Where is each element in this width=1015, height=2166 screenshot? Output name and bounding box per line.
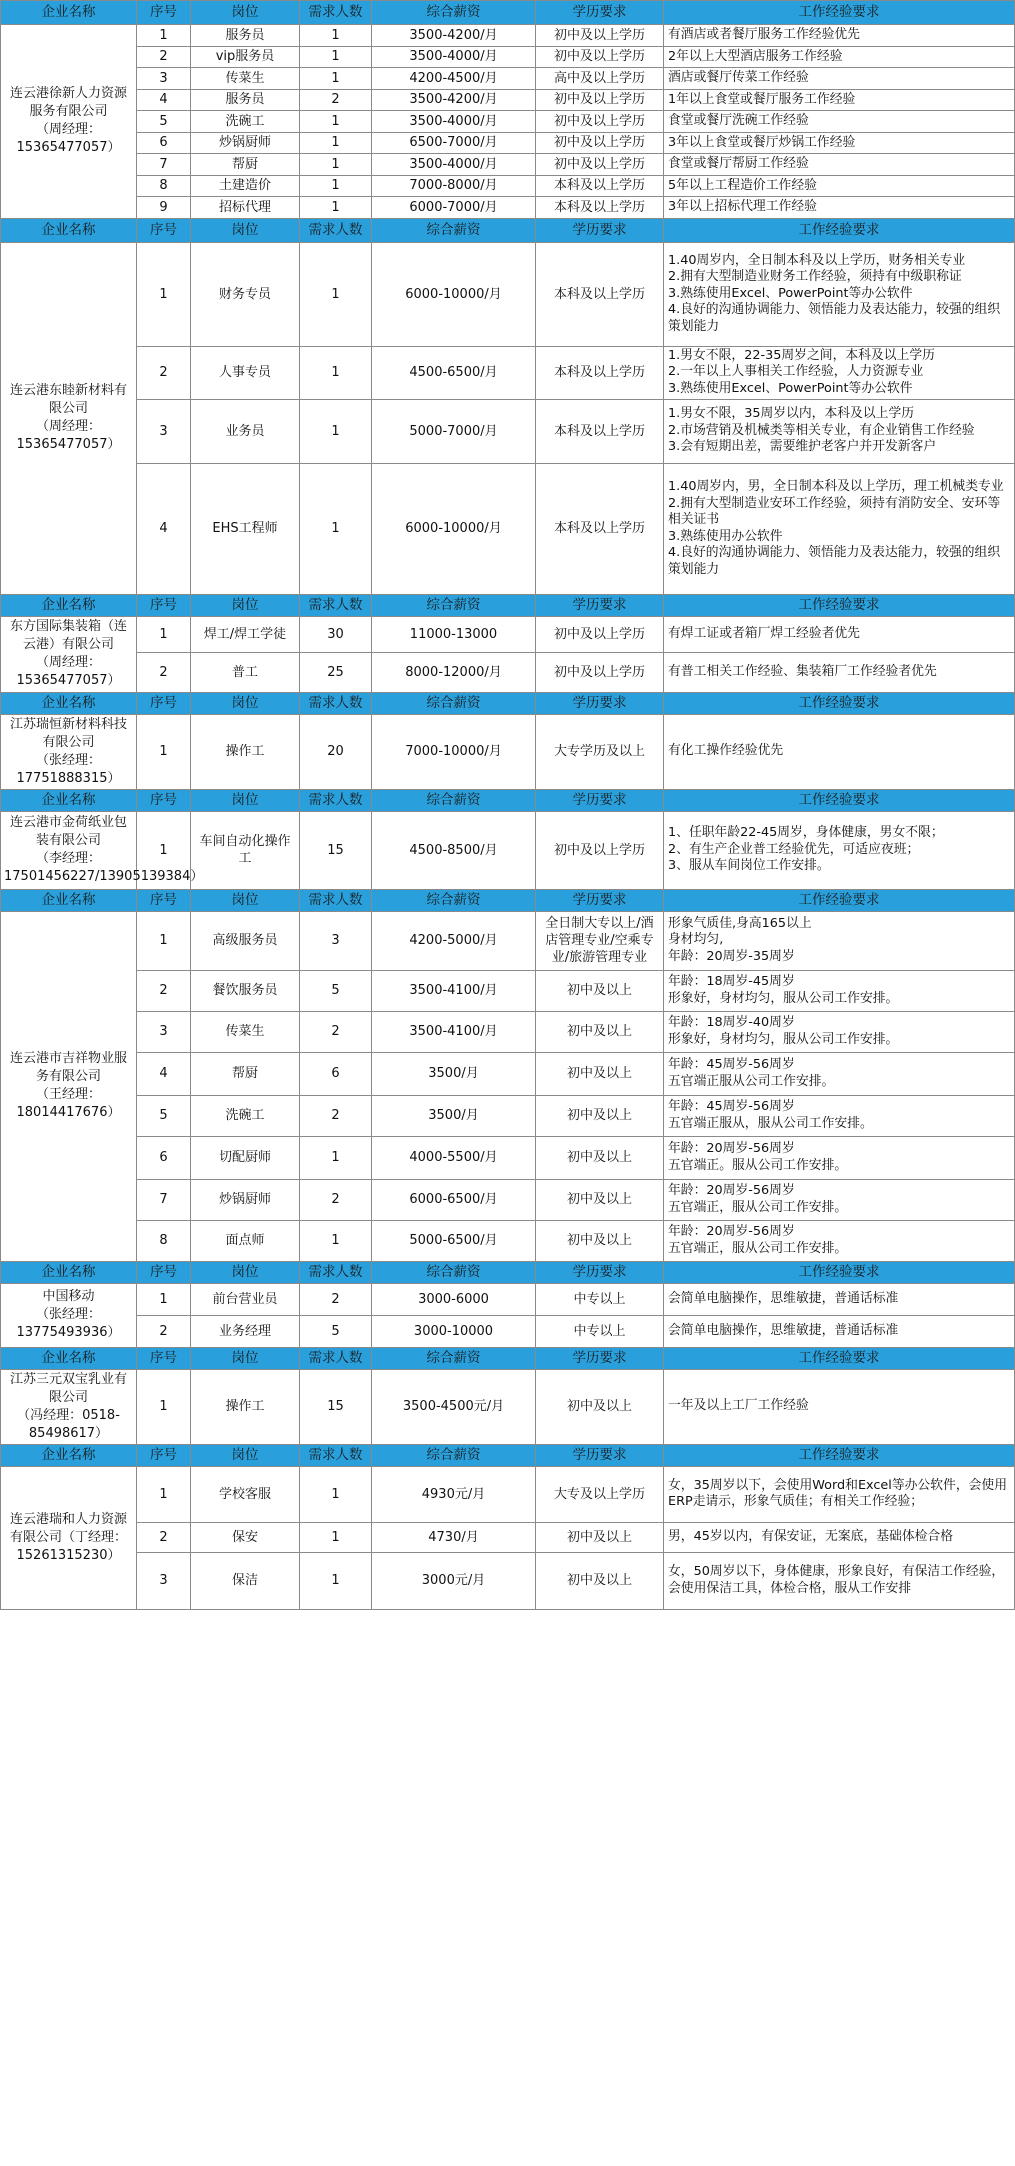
job-no: 2: [137, 970, 191, 1011]
job-experience: 5年以上工程造价工作经验: [664, 175, 1015, 197]
job-count: 15: [300, 1369, 372, 1444]
header-salary: 综合薪资: [372, 1444, 536, 1466]
job-salary: 4200-4500/月: [372, 68, 536, 90]
job-count: 5: [300, 1315, 372, 1347]
job-salary: 6000-7000/月: [372, 197, 536, 219]
header-exp: 工作经验要求: [664, 692, 1015, 714]
job-count: 1: [300, 1220, 372, 1261]
header-company: 企业名称: [1, 1, 137, 25]
header-row: [1, 1444, 1015, 1466]
job-no: 7: [137, 154, 191, 176]
job-row: [1, 1283, 1015, 1315]
job-no: 6: [137, 1136, 191, 1179]
job-no: 3: [137, 1552, 191, 1609]
header-row: [1, 789, 1015, 811]
job-count: 5: [300, 970, 372, 1011]
company-name: 中国移动 （张经理：13775493936）: [1, 1283, 137, 1347]
header-row: [1, 594, 1015, 616]
header-edu: 学历要求: [536, 1444, 664, 1466]
job-education: 初中及以上学历: [536, 46, 664, 68]
job-salary: 3500-4000/月: [372, 46, 536, 68]
job-post: 餐饮服务员: [191, 970, 300, 1011]
job-experience: 酒店或餐厅传菜工作经验: [664, 68, 1015, 90]
job-no: 1: [137, 1369, 191, 1444]
job-education: 高中及以上学历: [536, 68, 664, 90]
header-no: 序号: [137, 218, 191, 242]
job-post: vip服务员: [191, 46, 300, 68]
job-post: EHS工程师: [191, 463, 300, 594]
job-no: 7: [137, 1179, 191, 1220]
job-row: [1, 970, 1015, 1011]
job-post: 帮厨: [191, 154, 300, 176]
company-name: 东方国际集装箱（连云港）有限公司 （周经理：15365477057）: [1, 616, 137, 692]
job-no: 3: [137, 68, 191, 90]
job-salary: 6000-6500/月: [372, 1179, 536, 1220]
job-post: 炒锅厨师: [191, 1179, 300, 1220]
job-post: 传菜生: [191, 1011, 300, 1052]
job-no: 1: [137, 616, 191, 652]
job-salary: 3500-4000/月: [372, 111, 536, 133]
job-count: 1: [300, 399, 372, 463]
job-no: 4: [137, 89, 191, 111]
job-count: 3: [300, 911, 372, 970]
company-name: 连云港东睦新材料有限公司 （周经理：15365477057）: [1, 242, 137, 594]
job-education: 初中及以上: [536, 1136, 664, 1179]
job-salary: 4200-5000/月: [372, 911, 536, 970]
job-count: 1: [300, 1522, 372, 1552]
job-education: 本科及以上学历: [536, 463, 664, 594]
header-count: 需求人数: [300, 789, 372, 811]
job-experience: 有化工操作经验优先: [664, 714, 1015, 789]
job-row: [1, 1220, 1015, 1261]
company-name: 连云港瑞和人力资源有限公司（丁经理：15261315230）: [1, 1466, 137, 1609]
header-post: 岗位: [191, 1444, 300, 1466]
job-experience: 3年以上招标代理工作经验: [664, 197, 1015, 219]
job-post: 高级服务员: [191, 911, 300, 970]
job-row: [1, 1136, 1015, 1179]
job-education: 本科及以上学历: [536, 242, 664, 346]
job-post: 切配厨师: [191, 1136, 300, 1179]
job-post: 传菜生: [191, 68, 300, 90]
header-edu: 学历要求: [536, 889, 664, 911]
job-count: 2: [300, 1011, 372, 1052]
job-no: 2: [137, 652, 191, 692]
job-experience: 会简单电脑操作，思维敏捷，普通话标准: [664, 1315, 1015, 1347]
job-count: 2: [300, 1283, 372, 1315]
job-experience: 年龄：45周岁-56周岁 五官端正服从公司工作安排。: [664, 1052, 1015, 1095]
header-company: 企业名称: [1, 789, 137, 811]
job-post: 服务员: [191, 25, 300, 47]
header-count: 需求人数: [300, 1444, 372, 1466]
header-row: [1, 218, 1015, 242]
header-post: 岗位: [191, 789, 300, 811]
job-experience: 有普工相关工作经验、集装箱厂工作经验者优先: [664, 652, 1015, 692]
job-row: [1, 463, 1015, 594]
job-count: 1: [300, 197, 372, 219]
job-salary: 4000-5500/月: [372, 1136, 536, 1179]
header-exp: 工作经验要求: [664, 1, 1015, 25]
header-exp: 工作经验要求: [664, 594, 1015, 616]
job-experience: 年龄：45周岁-56周岁 五官端正服从，服从公司工作安排。: [664, 1095, 1015, 1136]
header-count: 需求人数: [300, 889, 372, 911]
job-salary: 3500-4200/月: [372, 89, 536, 111]
job-education: 大专学历及以上: [536, 714, 664, 789]
job-row: [1, 89, 1015, 111]
job-post: 洗碗工: [191, 111, 300, 133]
job-count: 1: [300, 46, 372, 68]
header-company: 企业名称: [1, 1261, 137, 1283]
header-company: 企业名称: [1, 1347, 137, 1369]
header-no: 序号: [137, 889, 191, 911]
header-post: 岗位: [191, 594, 300, 616]
job-count: 20: [300, 714, 372, 789]
job-post: 学校客服: [191, 1466, 300, 1522]
job-education: 初中及以上学历: [536, 652, 664, 692]
job-education: 中专以上: [536, 1283, 664, 1315]
job-count: 1: [300, 1466, 372, 1522]
job-row: [1, 111, 1015, 133]
job-count: 15: [300, 811, 372, 889]
job-salary: 4930元/月: [372, 1466, 536, 1522]
header-company: 企业名称: [1, 218, 137, 242]
job-row: [1, 25, 1015, 47]
company-name: 连云港徐新人力资源服务有限公司 （周经理：15365477057）: [1, 25, 137, 219]
job-salary: 4500-6500/月: [372, 346, 536, 399]
header-exp: 工作经验要求: [664, 1261, 1015, 1283]
job-count: 1: [300, 242, 372, 346]
job-experience: 1.男女不限，22-35周岁之间，本科及以上学历 2.一年以上人事相关工作经验，人力资源专业 3.熟练使用Excel、PowerPoint等办公软件: [664, 346, 1015, 399]
job-count: 2: [300, 1179, 372, 1220]
job-education: 初中及以上: [536, 1552, 664, 1609]
job-experience: 有酒店或者餐厅服务工作经验优先: [664, 25, 1015, 47]
job-no: 5: [137, 1095, 191, 1136]
job-experience: 1.40周岁内，男，全日制本科及以上学历，理工机械类专业 2.拥有大型制造业安环工作经验，须持有消防安全、安环等相关证书 3.熟练使用办公软件 4.良好的沟通协调能力、领悟能力及表达能力，较强的组织策划能力: [664, 463, 1015, 594]
job-education: 中专以上: [536, 1315, 664, 1347]
job-education: 本科及以上学历: [536, 399, 664, 463]
job-experience: 1.40周岁内，全日制本科及以上学历，财务相关专业 2.拥有大型制造业财务工作经验，须持有中级职称证 3.熟练使用Excel、PowerPoint等办公软件 4.良好的沟通协调能力、领悟能力及表达能力，较强的组织策划能力: [664, 242, 1015, 346]
job-no: 3: [137, 1011, 191, 1052]
job-no: 1: [137, 911, 191, 970]
job-no: 1: [137, 811, 191, 889]
job-no: 1: [137, 1283, 191, 1315]
job-row: [1, 1179, 1015, 1220]
header-no: 序号: [137, 1261, 191, 1283]
header-count: 需求人数: [300, 218, 372, 242]
job-education: 初中及以上学历: [536, 811, 664, 889]
job-post: 普工: [191, 652, 300, 692]
header-row: [1, 692, 1015, 714]
job-salary: 3500-4500元/月: [372, 1369, 536, 1444]
job-experience: 2年以上大型酒店服务工作经验: [664, 46, 1015, 68]
job-education: 初中及以上: [536, 1095, 664, 1136]
job-education: 初中及以上: [536, 1522, 664, 1552]
header-edu: 学历要求: [536, 1261, 664, 1283]
job-row: [1, 197, 1015, 219]
job-salary: 8000-12000/月: [372, 652, 536, 692]
job-no: 9: [137, 197, 191, 219]
job-salary: 3500-4100/月: [372, 970, 536, 1011]
job-no: 4: [137, 463, 191, 594]
job-experience: 会简单电脑操作，思维敏捷，普通话标准: [664, 1283, 1015, 1315]
job-row: [1, 399, 1015, 463]
job-experience: 1、任职年龄22-45周岁，身体健康，男女不限； 2、有生产企业普工经验优先，可适应夜班； 3、服从车间岗位工作安排。: [664, 811, 1015, 889]
job-education: 初中及以上: [536, 1179, 664, 1220]
header-edu: 学历要求: [536, 1347, 664, 1369]
job-count: 1: [300, 346, 372, 399]
header-edu: 学历要求: [536, 218, 664, 242]
header-no: 序号: [137, 1, 191, 25]
job-row: [1, 1522, 1015, 1552]
header-row: [1, 1347, 1015, 1369]
header-post: 岗位: [191, 1347, 300, 1369]
job-post: 焊工/焊工学徒: [191, 616, 300, 652]
job-education: 初中及以上: [536, 1011, 664, 1052]
job-salary: 7000-8000/月: [372, 175, 536, 197]
job-salary: 3000-6000: [372, 1283, 536, 1315]
header-salary: 综合薪资: [372, 218, 536, 242]
job-no: 8: [137, 1220, 191, 1261]
job-post: 招标代理: [191, 197, 300, 219]
job-count: 6: [300, 1052, 372, 1095]
header-salary: 综合薪资: [372, 789, 536, 811]
header-post: 岗位: [191, 1261, 300, 1283]
job-post: 前台营业员: [191, 1283, 300, 1315]
job-salary: 6000-10000/月: [372, 242, 536, 346]
job-count: 1: [300, 175, 372, 197]
job-no: 1: [137, 242, 191, 346]
header-no: 序号: [137, 789, 191, 811]
job-salary: 11000-13000: [372, 616, 536, 652]
header-row: [1, 1261, 1015, 1283]
job-post: 车间自动化操作工: [191, 811, 300, 889]
job-salary: 3500/月: [372, 1052, 536, 1095]
job-post: 炒锅厨师: [191, 132, 300, 154]
job-education: 初中及以上学历: [536, 89, 664, 111]
job-experience: 形象气质佳,身高165以上 身材均匀, 年龄：20周岁-35周岁: [664, 911, 1015, 970]
header-post: 岗位: [191, 692, 300, 714]
header-company: 企业名称: [1, 594, 137, 616]
job-education: 初中及以上学历: [536, 132, 664, 154]
job-count: 1: [300, 111, 372, 133]
header-exp: 工作经验要求: [664, 889, 1015, 911]
header-count: 需求人数: [300, 1261, 372, 1283]
job-row: [1, 1011, 1015, 1052]
header-no: 序号: [137, 1444, 191, 1466]
company-name: 连云港市吉祥物业服务有限公司 （王经理：18014417676）: [1, 911, 137, 1261]
job-row: [1, 346, 1015, 399]
job-count: 30: [300, 616, 372, 652]
company-name: 江苏瑞恒新材料科技有限公司 （张经理：17751888315）: [1, 714, 137, 789]
job-experience: 3年以上食堂或餐厅炒锅工作经验: [664, 132, 1015, 154]
job-salary: 4730/月: [372, 1522, 536, 1552]
job-row: [1, 1369, 1015, 1444]
header-edu: 学历要求: [536, 594, 664, 616]
job-salary: 3500/月: [372, 1095, 536, 1136]
job-row: [1, 1095, 1015, 1136]
job-salary: 4500-8500/月: [372, 811, 536, 889]
job-row: [1, 242, 1015, 346]
job-count: 1: [300, 154, 372, 176]
header-salary: 综合薪资: [372, 692, 536, 714]
job-row: [1, 1052, 1015, 1095]
job-count: 2: [300, 1095, 372, 1136]
job-post: 保洁: [191, 1552, 300, 1609]
job-row: [1, 714, 1015, 789]
company-name: 江苏三元双宝乳业有限公司 （冯经理：0518-85498617）: [1, 1369, 137, 1444]
job-count: 1: [300, 25, 372, 47]
job-education: 本科及以上学历: [536, 346, 664, 399]
job-row: [1, 1552, 1015, 1609]
job-no: 2: [137, 346, 191, 399]
header-edu: 学历要求: [536, 692, 664, 714]
job-count: 1: [300, 132, 372, 154]
job-salary: 6000-10000/月: [372, 463, 536, 594]
job-row: [1, 811, 1015, 889]
job-no: 2: [137, 1522, 191, 1552]
job-education: 本科及以上学历: [536, 175, 664, 197]
header-salary: 综合薪资: [372, 1261, 536, 1283]
header-post: 岗位: [191, 1, 300, 25]
header-count: 需求人数: [300, 692, 372, 714]
job-salary: 5000-7000/月: [372, 399, 536, 463]
header-count: 需求人数: [300, 1, 372, 25]
job-experience: 一年及以上工厂工作经验: [664, 1369, 1015, 1444]
job-experience: 食堂或餐厅洗碗工作经验: [664, 111, 1015, 133]
job-post: 服务员: [191, 89, 300, 111]
job-row: [1, 911, 1015, 970]
header-count: 需求人数: [300, 594, 372, 616]
header-edu: 学历要求: [536, 789, 664, 811]
job-no: 1: [137, 25, 191, 47]
job-row: [1, 652, 1015, 692]
job-count: 2: [300, 89, 372, 111]
job-experience: 年龄：18周岁-45周岁 形象好，身材均匀，服从公司工作安排。: [664, 970, 1015, 1011]
company-name: 连云港市金荷纸业包装有限公司 （李经理：17501456227/13905139384）: [1, 811, 137, 889]
header-exp: 工作经验要求: [664, 1347, 1015, 1369]
job-post: 面点师: [191, 1220, 300, 1261]
job-no: 2: [137, 46, 191, 68]
job-education: 全日制大专以上/酒店管理专业/空乘专业/旅游管理专业: [536, 911, 664, 970]
header-company: 企业名称: [1, 1444, 137, 1466]
job-post: 业务员: [191, 399, 300, 463]
job-row: [1, 154, 1015, 176]
job-no: 6: [137, 132, 191, 154]
header-company: 企业名称: [1, 889, 137, 911]
job-education: 初中及以上学历: [536, 25, 664, 47]
job-experience: 男，45岁以内，有保安证，无案底，基础体检合格: [664, 1522, 1015, 1552]
header-row: [1, 1, 1015, 25]
job-no: 4: [137, 1052, 191, 1095]
job-post: 土建造价: [191, 175, 300, 197]
job-education: 初中及以上: [536, 970, 664, 1011]
header-edu: 学历要求: [536, 1, 664, 25]
job-salary: 3000元/月: [372, 1552, 536, 1609]
job-experience: 1.男女不限，35周岁以内，本科及以上学历 2.市场营销及机械类等相关专业，有企业销售工作经验 3.会有短期出差，需要维护老客户并开发新客户: [664, 399, 1015, 463]
job-post: 操作工: [191, 714, 300, 789]
header-post: 岗位: [191, 218, 300, 242]
job-row: [1, 46, 1015, 68]
header-no: 序号: [137, 1347, 191, 1369]
job-salary: 3500-4100/月: [372, 1011, 536, 1052]
job-experience: 女，50周岁以下，身体健康，形象良好，有保洁工作经验，会使用保洁工具，体检合格，服从工作安排: [664, 1552, 1015, 1609]
job-salary: 3500-4000/月: [372, 154, 536, 176]
job-count: 1: [300, 68, 372, 90]
job-education: 初中及以上学历: [536, 616, 664, 652]
job-post: 财务专员: [191, 242, 300, 346]
job-row: [1, 1466, 1015, 1522]
job-salary: 6500-7000/月: [372, 132, 536, 154]
job-experience: 1年以上食堂或餐厅服务工作经验: [664, 89, 1015, 111]
job-experience: 年龄：20周岁-56周岁 五官端正，服从公司工作安排。: [664, 1220, 1015, 1261]
header-exp: 工作经验要求: [664, 789, 1015, 811]
job-no: 3: [137, 399, 191, 463]
job-salary: 7000-10000/月: [372, 714, 536, 789]
job-count: 1: [300, 463, 372, 594]
job-experience: 年龄：20周岁-56周岁 五官端正，服从公司工作安排。: [664, 1179, 1015, 1220]
job-education: 初中及以上学历: [536, 154, 664, 176]
job-no: 5: [137, 111, 191, 133]
job-education: 初中及以上: [536, 1369, 664, 1444]
job-experience: 有焊工证或者箱厂焊工经验者优先: [664, 616, 1015, 652]
job-count: 25: [300, 652, 372, 692]
job-post: 帮厨: [191, 1052, 300, 1095]
job-post: 人事专员: [191, 346, 300, 399]
header-salary: 综合薪资: [372, 1, 536, 25]
header-no: 序号: [137, 692, 191, 714]
job-row: [1, 132, 1015, 154]
job-no: 1: [137, 714, 191, 789]
job-count: 1: [300, 1136, 372, 1179]
job-row: [1, 68, 1015, 90]
job-row: [1, 175, 1015, 197]
job-education: 本科及以上学历: [536, 197, 664, 219]
header-salary: 综合薪资: [372, 889, 536, 911]
job-experience: 女，35周岁以下，会使用Word和Excel等办公软件，会使用ERP走请示，形象气质佳；有相关工作经验；: [664, 1466, 1015, 1522]
job-experience: 食堂或餐厅帮厨工作经验: [664, 154, 1015, 176]
header-salary: 综合薪资: [372, 1347, 536, 1369]
job-experience: 年龄：18周岁-40周岁 形象好，身材均匀，服从公司工作安排。: [664, 1011, 1015, 1052]
job-post: 操作工: [191, 1369, 300, 1444]
job-post: 洗碗工: [191, 1095, 300, 1136]
header-exp: 工作经验要求: [664, 1444, 1015, 1466]
job-education: 初中及以上: [536, 1052, 664, 1095]
job-count: 1: [300, 1552, 372, 1609]
job-row: [1, 616, 1015, 652]
job-experience: 年龄：20周岁-56周岁 五官端正。服从公司工作安排。: [664, 1136, 1015, 1179]
job-no: 1: [137, 1466, 191, 1522]
job-salary: 5000-6500/月: [372, 1220, 536, 1261]
header-company: 企业名称: [1, 692, 137, 714]
job-no: 2: [137, 1315, 191, 1347]
job-education: 大专及以上学历: [536, 1466, 664, 1522]
job-education: 初中及以上学历: [536, 111, 664, 133]
job-education: 初中及以上: [536, 1220, 664, 1261]
header-count: 需求人数: [300, 1347, 372, 1369]
job-salary: 3000-10000: [372, 1315, 536, 1347]
header-no: 序号: [137, 594, 191, 616]
job-row: [1, 1315, 1015, 1347]
job-no: 8: [137, 175, 191, 197]
job-post: 保安: [191, 1522, 300, 1552]
header-row: [1, 889, 1015, 911]
header-post: 岗位: [191, 889, 300, 911]
job-post: 业务经理: [191, 1315, 300, 1347]
job-salary: 3500-4200/月: [372, 25, 536, 47]
header-exp: 工作经验要求: [664, 218, 1015, 242]
header-salary: 综合薪资: [372, 594, 536, 616]
